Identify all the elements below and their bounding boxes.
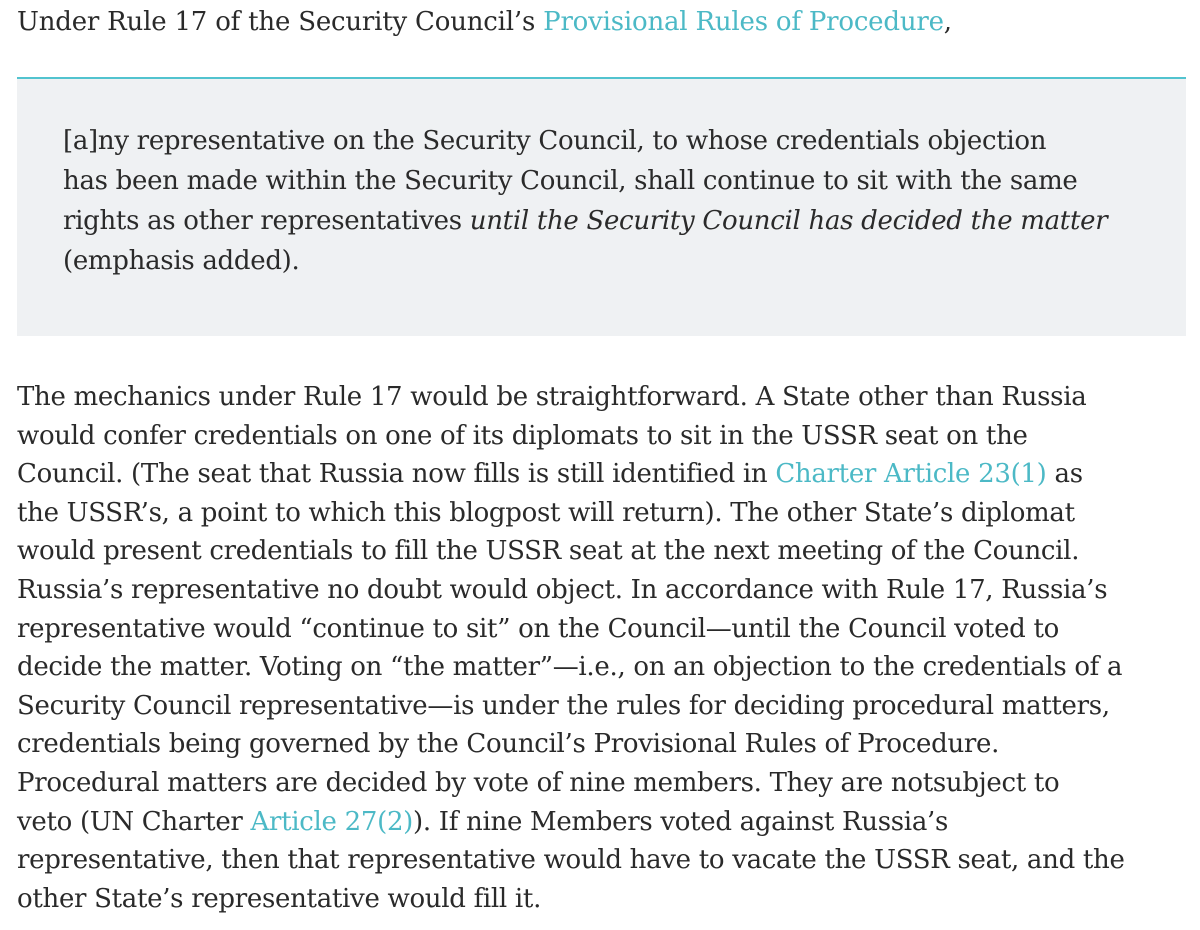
charter-article-23-link[interactable]: Charter Article 23(1) <box>775 459 1047 490</box>
body-text: Council. (The seat that Russia now fills is still identified in <box>17 459 776 490</box>
body-line: the USSR’s, a point to which this blogpost will return). The other State’s diplomat <box>17 497 1075 528</box>
blockquote-line: [a]ny representative on the Security Council, to whose credentials objection <box>63 126 1047 156</box>
intro-text: Under Rule 17 of the Security Council’s <box>17 7 544 37</box>
blockquote <box>17 77 1186 336</box>
body-text: as <box>1046 459 1083 490</box>
blockquote-plain-text: rights as other representatives <box>63 206 470 236</box>
blockquote-text <box>63 121 1163 281</box>
body-text: ). If nine Members voted against Russia’s <box>413 806 949 837</box>
blockquote-line: has been made within the Security Council, shall continue to sit with the same <box>63 166 1078 196</box>
body-line: representative would “continue to sit” on the Council—until the Council voted to <box>17 613 1059 644</box>
body-line: other State’s representative would fill it. <box>17 883 542 914</box>
blockquote-line <box>63 201 1163 241</box>
intro-suffix: , <box>943 7 952 37</box>
provisional-rules-link[interactable]: Provisional Rules of Procedure <box>543 7 944 37</box>
article-27-link[interactable]: Article 27(2) <box>250 806 414 837</box>
body-line: representative, then that representative would have to vacate the USSR seat, and the <box>17 845 1125 876</box>
body-line: would present credentials to fill the USSR seat at the next meeting of the Council. <box>17 536 1080 567</box>
body-paragraph <box>17 378 1192 918</box>
body-text: veto (UN Charter <box>17 806 251 837</box>
body-line: credentials being governed by the Council’s Provisional Rules of Procedure. <box>17 729 1000 760</box>
body-line: The mechanics under Rule 17 would be straightforward. A State other than Russia <box>17 382 1087 412</box>
body-line <box>17 803 1192 842</box>
intro-paragraph <box>17 0 1187 44</box>
body-line <box>17 455 1192 494</box>
blockquote-line: (emphasis added). <box>63 246 300 276</box>
body-line: Russia’s representative no doubt would object. In accordance with Rule 17, Russia’s <box>17 574 1108 605</box>
emphasized-text: until the Security Council has decided the matter <box>469 206 1108 236</box>
body-line: Procedural matters are decided by vote of nine members. They are notsubject to <box>17 767 1060 798</box>
body-line: Security Council representative—is under the rules for deciding procedural matters, <box>17 690 1110 721</box>
body-line: would confer credentials on one of its diplomats to sit in the USSR seat on the <box>17 420 1028 451</box>
body-line: decide the matter. Voting on “the matter”—i.e., on an objection to the credentials of a <box>17 652 1123 683</box>
